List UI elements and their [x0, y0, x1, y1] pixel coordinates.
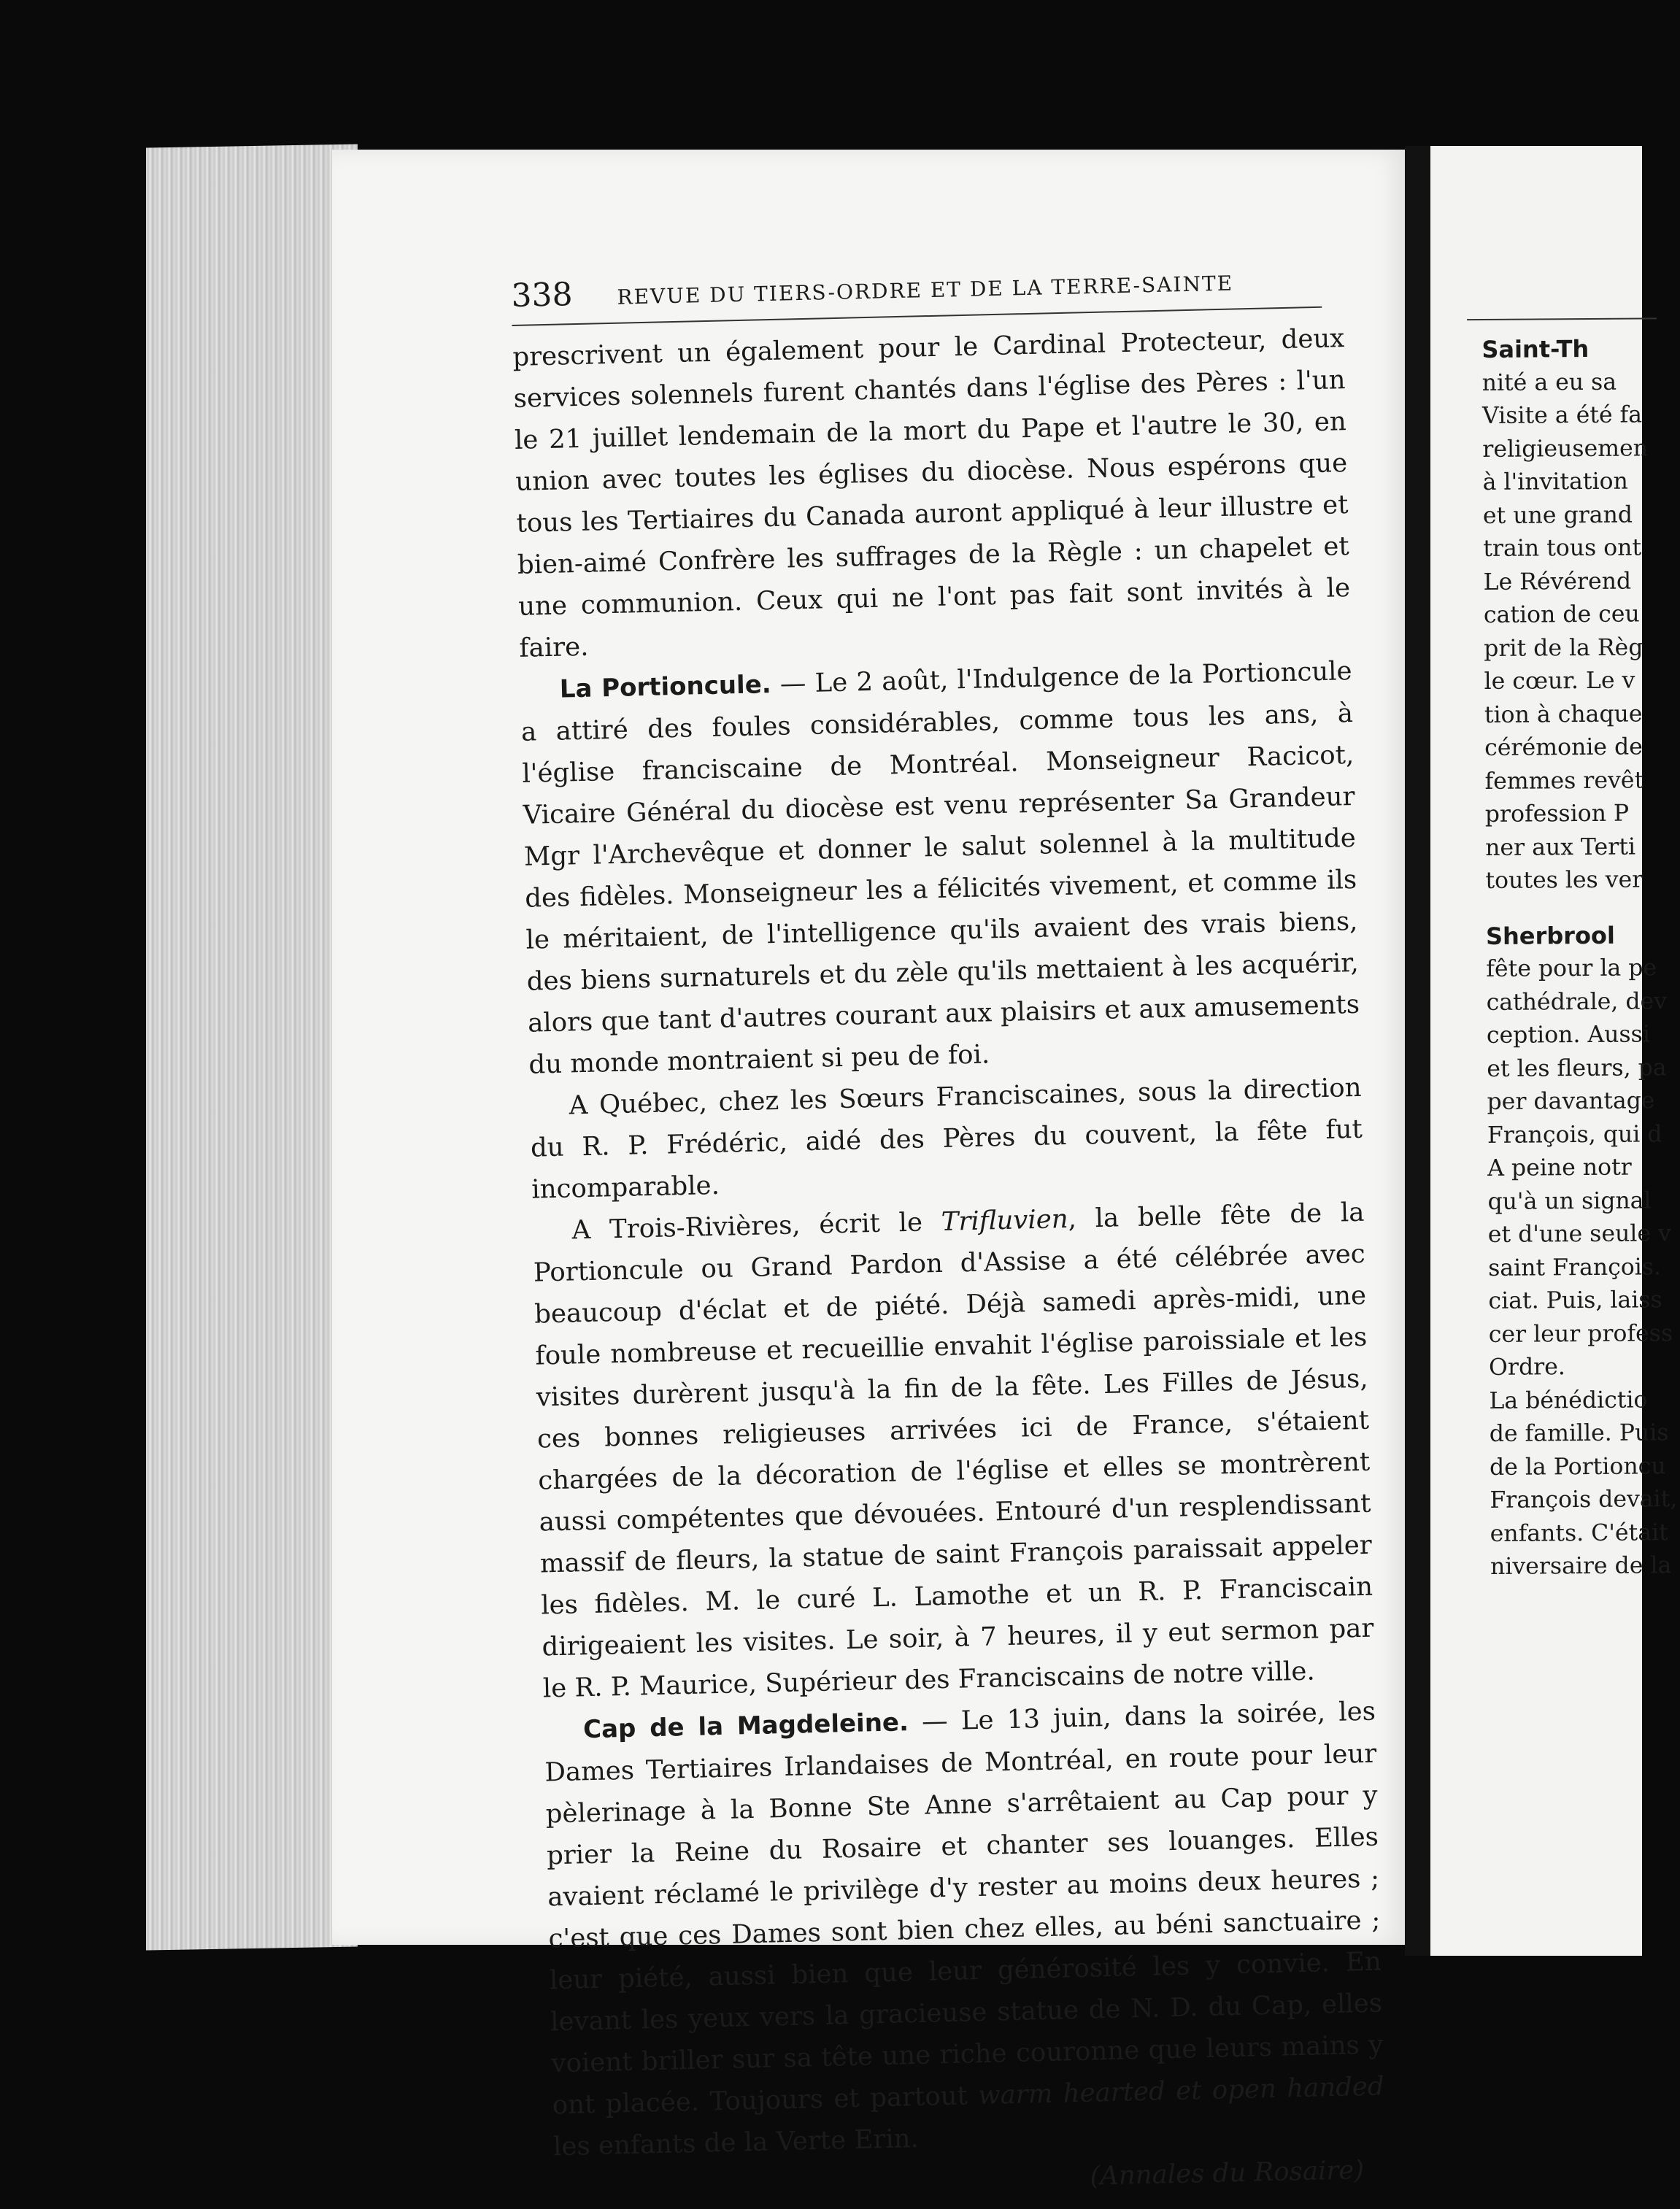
running-head-title: REVUE DU TIERS-ORDRE ET DE LA TERRE-SAINTE — [617, 271, 1234, 309]
text-line: François devait, — [1490, 1486, 1678, 1514]
book-gutter — [1405, 146, 1430, 1956]
text-line: et les fleurs, pa — [1487, 1054, 1667, 1082]
italic-title: Trifluvien — [941, 1204, 1069, 1237]
italic-phrase: warm hearted et open handed — [977, 2071, 1384, 2111]
page-number: 338 — [511, 276, 574, 315]
text-line: per davantage — [1487, 1087, 1655, 1115]
paragraph — [529, 1067, 1364, 1211]
text-line: Ordre. — [1488, 1354, 1566, 1381]
text-line: enfants. C'était — [1490, 1519, 1668, 1547]
text-line: cathédrale, dev — [1486, 987, 1668, 1016]
text-line: de la Portioncu — [1489, 1452, 1666, 1481]
text-line: François, qui d — [1487, 1120, 1662, 1149]
text-line: ception. Aussi — [1486, 1021, 1650, 1049]
text-line: le cœur. Le v — [1484, 667, 1635, 695]
paragraph-text: A Québec, chez les Sœurs Franciscaines, sous la direction du R. P. Frédéric, aidé des Pères du couvent, la fête fut incomparable. — [530, 1072, 1363, 1205]
header-rule — [1467, 317, 1657, 320]
text-line: La bénédictio — [1489, 1386, 1648, 1414]
paragraph — [520, 650, 1361, 1086]
text-line: profession P — [1484, 800, 1630, 828]
text-line: femmes revêt — [1484, 766, 1644, 795]
paragraph — [532, 1192, 1375, 1710]
text-line: fête pour la pe — [1486, 955, 1657, 982]
paragraph — [544, 1691, 1386, 2168]
text-line: A peine notr — [1487, 1154, 1632, 1181]
text-line: saint François. — [1488, 1253, 1662, 1281]
right-page-text — [1481, 309, 1680, 1584]
section-heading: La Portioncule. — [559, 670, 772, 704]
paragraph-text-tail: les enfants de la Verte Erin. — [552, 2123, 920, 2162]
text-line: ciat. Puis, laiss — [1488, 1287, 1662, 1314]
text-line: niversaire de la — [1490, 1552, 1672, 1580]
text-line: religieusemen — [1482, 434, 1649, 463]
text-line: qu'à un signal — [1487, 1187, 1652, 1215]
paragraph-text: — Le 13 juin, dans la soirée, les Dames Tertiaires Irlandaises de Montréal, en route pour leur pèlerinage à la Bonne Ste Anne s'arrêtaient au Cap pour y prier la Reine du Rosaire et chanter ses louanges. Elles avaient réclamé le privilège d'y rester au moins deux heures ; c'est que ces Dames sont bien chez elles, au béni sanctuaire ; leur piété, aussi bien que leur générosité les y convie. En levant les yeux vers la gracieuse statue de N. D. du Cap, elles voient briller sur sa tête une riche couronne que leurs mains y ont placée. Toujours et partout — [544, 1696, 1384, 2121]
paragraph-text: prescrivent un également pour le Cardinal Protecteur, deux services solennels furent chantés dans l'église des Pères : l'un le 21 juillet lendemain de la mort du Pape et l'autre le 30, en union avec toutes les églises du diocèse. Nous espérons que tous les Tertiaires du Canada auront appliqué à leur illustre et bien-aimé Confrère les suffrages de la Règle : un chapelet et une communion. Ceux qui ne l'ont pas fait sont invités à le faire. — [512, 323, 1351, 663]
book-page-edges — [146, 144, 358, 1950]
section-heading: Sherbrool — [1485, 921, 1616, 950]
text-line: prit de la Règ — [1484, 633, 1644, 662]
text-line: et une grand — [1482, 501, 1633, 529]
line-gap — [1486, 897, 1676, 920]
text-line: train tous ont — [1483, 534, 1642, 562]
section-heading: Cap de la Magdeleine. — [582, 1708, 909, 1745]
paragraph-text-lead: A Trois-Rivières, écrit le — [571, 1206, 942, 1246]
text-line: de famille. Puis — [1489, 1419, 1669, 1447]
right-page-lines — [1481, 332, 1680, 1584]
paragraph — [512, 317, 1352, 669]
text-line: toutes les ver — [1485, 866, 1644, 894]
text-line: tion à chaque — [1484, 700, 1643, 728]
section-heading: Saint-Th — [1481, 334, 1590, 363]
text-line: à l'invitation — [1482, 468, 1628, 496]
left-page-text — [511, 258, 1387, 2209]
text-line: Le Révérend — [1483, 568, 1632, 595]
text-line: cer leur profess — [1488, 1319, 1673, 1348]
paragraph-text: , la belle fête de la Portioncule ou Grand Pardon d'Assise a été célébrée avec beaucoup d'éclat et de piété. Déjà samedi après-midi, une foule nombreuse et recueillie envahit l'église paroissiale et les visites durèrent jusqu'à la fin de la fête. Les Filles de Jésus, ces bonnes religieuses arrivées ici de France, s'étaient chargées de la décoration de l'église et elles se montrèrent aussi compétentes que dévouées. Entouré d'un resplendissant massif de fleurs, la statue de saint François paraissait appeler les fidèles. M. le curé L. Lamothe et un R. P. Franciscain dirigeaient les visites. Le soir, à 7 heures, il y eut sermon par le R. P. Maurice, Supérieur des Franciscains de notre ville. — [533, 1197, 1374, 1704]
text-line: ner aux Terti — [1485, 833, 1636, 861]
attribution: (Annales du Rosaire) — [1089, 2155, 1365, 2191]
text-line: nité a eu sa — [1481, 369, 1617, 396]
text-line: cérémonie de — [1484, 733, 1643, 761]
text-line: et d'une seule v — [1487, 1220, 1671, 1248]
text-line: Visite a été fa — [1481, 401, 1643, 429]
text-line: cation de ceu — [1483, 601, 1640, 628]
paragraph-text: — Le 2 août, l'Indulgence de la Portioncule a attiré des foules considérables, comme tous les ans, à l'église franciscaine de Montréal. Monseigneur Racicot, Vicaire Général du diocèse est venu représenter Sa Grandeur Mgr l'Archevêque et donner le salut solennel à la multitude des fidèles. Monseigneur les a félicités vivement, et comme ils le méritaient, de l'intelligence qu'ils avaient des vrais biens, des biens surnaturels et du zèle qu'ils mettaient à les acquérir, alors que tant d'autres courant aux plaisirs et aux amusements du monde montraient si peu de foi. — [520, 655, 1360, 1080]
